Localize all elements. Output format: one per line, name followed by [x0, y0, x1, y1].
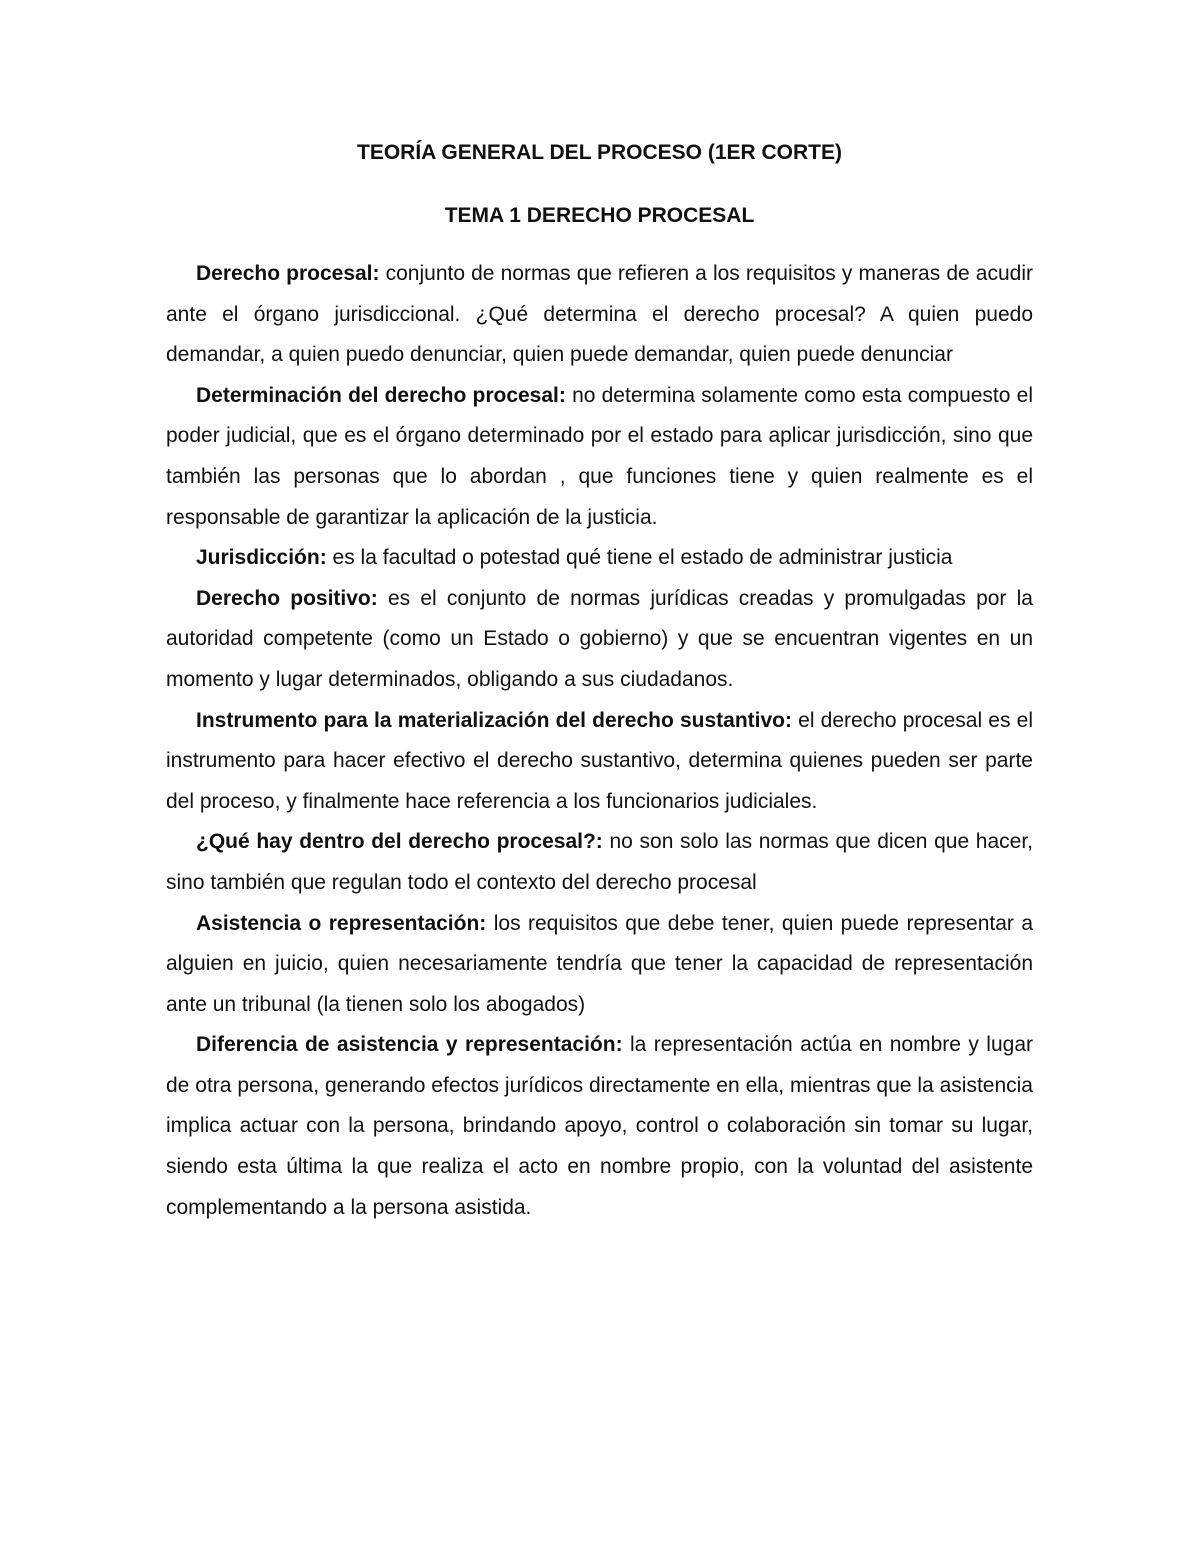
term-definition: no son solo las normas que dicen que hacer, sino también que regulan todo el contexto del derecho procesal [166, 830, 1034, 894]
paragraph-asistencia [166, 904, 1033, 1026]
paragraph-diferencia [166, 1025, 1033, 1228]
document-subtitle: TEMA 1 DERECHO PROCESAL [444, 204, 755, 227]
term-definition: conjunto de normas que refieren a los requisitos y maneras de acudir ante el órgano jurisdiccional. ¿Qué determina el derecho procesal? A quien puedo demandar, a quien puedo denunciar, quien puede demandar, quien puede denunciar [166, 262, 1033, 367]
term-definition: es la facultad o potestad qué tiene el estado de administrar justicia [326, 546, 953, 570]
term-label: Derecho positivo: [196, 586, 378, 610]
paragraph-determinacion [166, 376, 1033, 538]
term-label: Determinación del derecho procesal: [196, 383, 566, 407]
document-body [166, 138, 1033, 1228]
document-title: TEORÍA GENERAL DEL PROCESO (1ER CORTE) [357, 141, 842, 164]
term-label: Derecho procesal: [196, 262, 380, 285]
paragraph-que-hay-dentro [166, 822, 1033, 903]
term-definition: no determina solamente como esta compuesto el poder judicial, que es el órgano determinado por el estado para aplicar jurisdicción, sino que también las personas que lo abordan , que funciones tiene y quien realmente es el responsable de garantizar la aplicación de la justicia. [166, 383, 1033, 529]
term-definition: la representación actúa en nombre y lugar de otra persona, generando efectos jurídicos directamente en ella, mientras que la asistencia implica actuar con la persona, brindando apoyo, control o colaboración sin tomar su lugar, siendo esta última la que realiza el acto en nombre propio, con la voluntad del asistente complementando a la persona asistida. [166, 1033, 1033, 1219]
term-label: Asistencia o representación: [196, 911, 487, 935]
paragraph-jurisdiccion [166, 538, 1033, 579]
paragraph-derecho-procesal [166, 254, 1033, 376]
term-label: ¿Qué hay dentro del derecho procesal?: [196, 830, 603, 854]
term-label: Jurisdicción: [196, 546, 327, 570]
paragraph-derecho-positivo [166, 579, 1033, 701]
term-definition: los requisitos que debe tener, quien puede representar a alguien en juicio, quien necesariamente tendría que tener la capacidad de representación ante un tribunal (la tienen solo los abogados) [166, 911, 1034, 1016]
term-label: Diferencia de asistencia y representación: [196, 1033, 623, 1057]
paragraph-instrumento [166, 701, 1033, 823]
term-definition: es el conjunto de normas jurídicas creadas y promulgadas por la autoridad competente (como un Estado o gobierno) y que se encuentran vigentes en un momento y lugar determinados, obligando a sus ciudadanos. [166, 586, 1033, 691]
term-definition: el derecho procesal es el instrumento para hacer efectivo el derecho sustantivo, determina quienes pueden ser parte del proceso, y finalmente hace referencia a los funcionarios judiciales. [166, 708, 1033, 813]
term-label: Instrumento para la materialización del derecho sustantivo: [196, 708, 792, 732]
